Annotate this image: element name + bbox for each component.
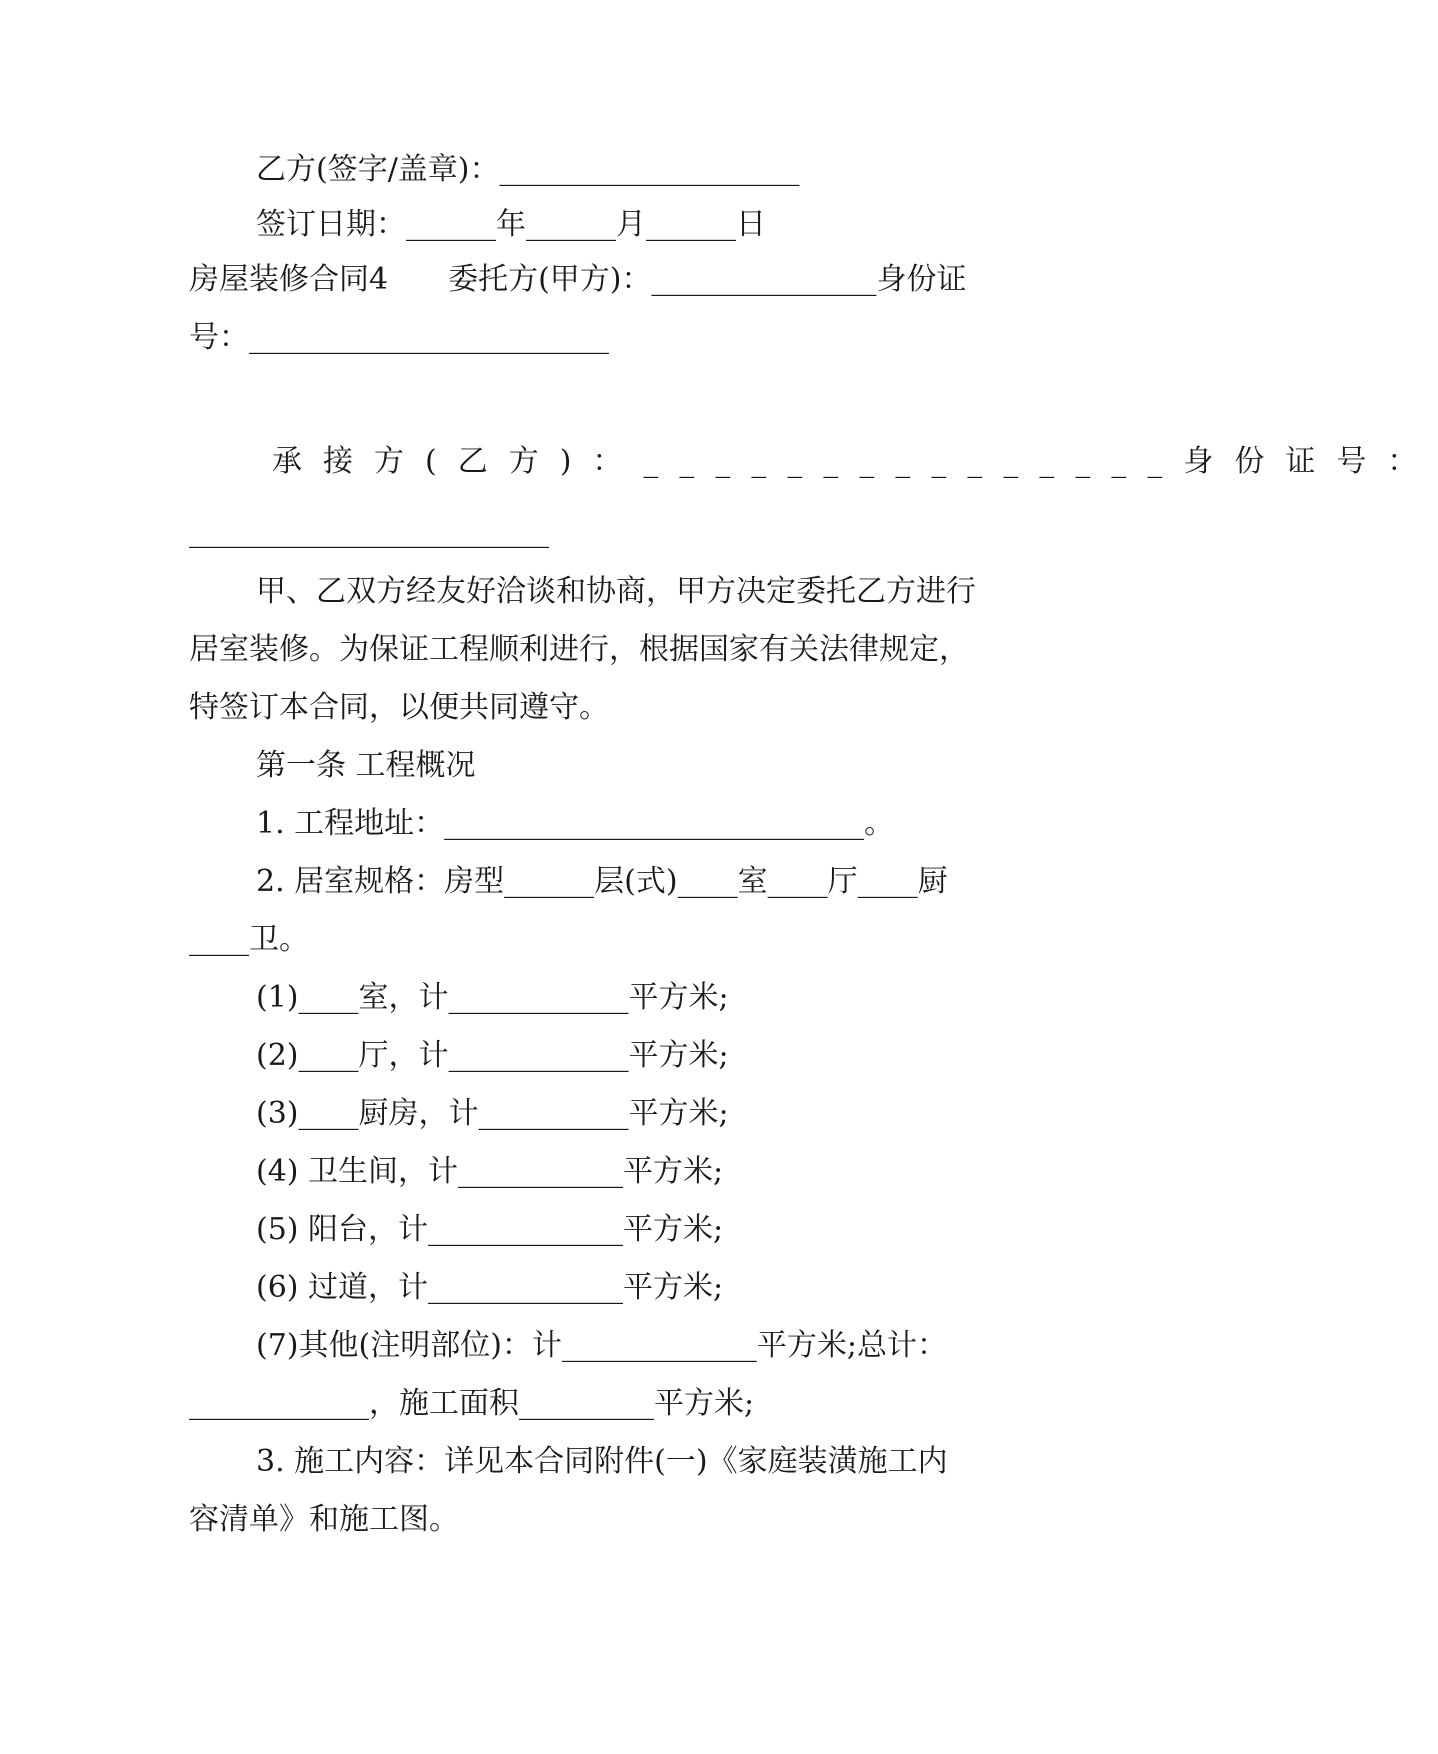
area-item-3: (3)____厨房，计__________平方米; [256,1096,729,1131]
area-item-4: (4) 卫生间，计___________平方米; [256,1154,724,1189]
area-item-6: (6) 过道，计_____________平方米; [256,1270,724,1305]
contractor-id-line: ________________________ [189,514,549,549]
signing-date-line: 签订日期：______年______月______日 [256,207,766,242]
area-item-7: (7)其他(注明部位)：计_____________平方米;总计： [256,1328,948,1363]
room-spec-line: 2. 居室规格：房型______层(式)____室____厅____厨 [256,864,948,899]
area-item-2: (2)____厅，计____________平方米; [256,1038,729,1073]
intro-paragraph-line-2: 居室装修。为保证工程顺利进行，根据国家有关法律规定， [189,632,969,667]
contract-title-client-line: 房屋装修合同4 委托方(甲方)：_______________身份证 [189,262,967,297]
intro-paragraph-line-3: 特签订本合同，以便共同遵守。 [189,690,609,725]
area-item-1: (1)____室，计____________平方米; [256,980,729,1015]
contractor-line: 承接方(乙方)：_______________身份证号： [272,444,1438,479]
room-spec-line-cont: ____卫。 [189,922,309,957]
intro-paragraph-line-1: 甲、乙双方经友好洽谈和协商，甲方决定委托乙方进行 [256,574,976,609]
total-area-line: ____________，施工面积_________平方米; [189,1386,755,1421]
signature-line-party-b: 乙方(签字/盖章)：____________________ [256,152,800,187]
construction-content-line-cont: 容清单》和施工图。 [189,1502,459,1537]
project-address-line: 1. 工程地址：____________________________。 [256,806,895,841]
area-item-5: (5) 阳台，计_____________平方米; [256,1212,724,1247]
construction-content-line: 3. 施工内容：详见本合同附件(一)《家庭装潢施工内 [256,1444,948,1479]
article-one-heading: 第一条 工程概况 [256,748,476,783]
client-id-line: 号：________________________ [189,320,609,355]
